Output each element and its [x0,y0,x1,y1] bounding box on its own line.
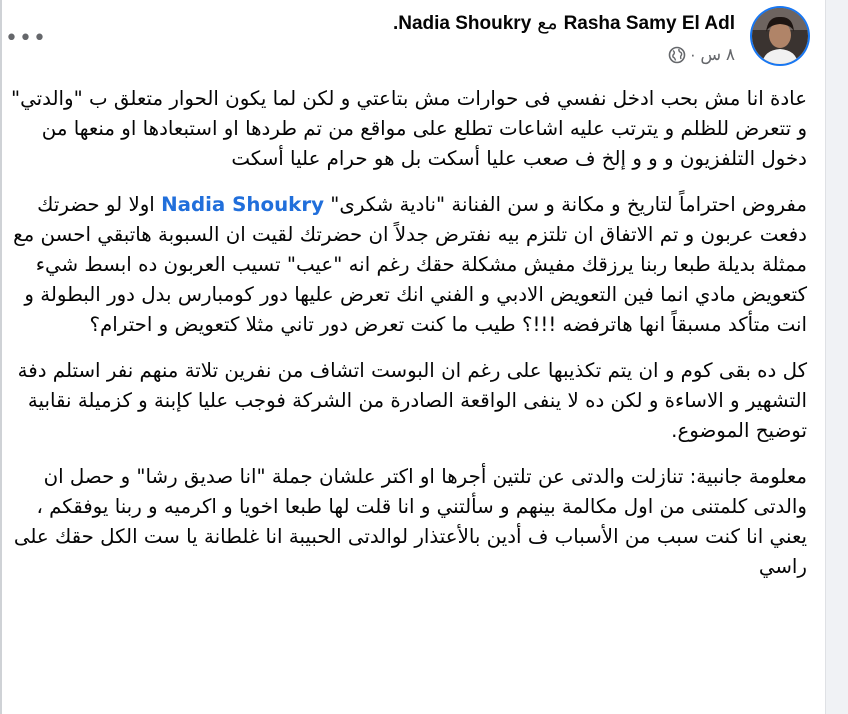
mention-link[interactable]: Nadia Shoukry [161,193,324,216]
paragraph-text: كل ده بقى كوم و ان يتم تكذيبها على رغم ان البوست اتشاف من نفرين تلاتة منهم نفر استلم دفة التشهير و الاساءة و لكن ده لا ينفى الواقعة الصادرة من الشركة فوجب عليا كإبنة و كزميلة نقابية توضيح الموضوع. [17,359,807,442]
scroll-area[interactable] [825,0,848,714]
with-label: مع [537,13,558,34]
post-card [2,0,825,714]
post-meta [668,45,735,65]
tagged-name[interactable]: Nadia Shoukry. [392,13,532,34]
paragraph-2 [7,190,807,340]
paragraph-4 [7,462,807,582]
more-options-button[interactable] [5,20,47,56]
post-body [7,84,807,598]
author-name[interactable]: Rasha Samy El Adl [563,13,735,34]
author-avatar[interactable] [752,8,808,64]
paragraph-1 [7,84,807,174]
more-horizontal-icon: ••• [5,25,47,51]
globe-icon[interactable] [668,46,686,64]
paragraph-text: مفروض احتراماً لتاريخ و مكانة و سن الفنانة "نادية شكرى" [323,193,807,216]
paragraph-text: معلومة جانبية: تنازلت والدتى عن تلتين أجرها او اكتر علشان جملة "انا صديق رشا" و حصل ان والدتى كلمتنى من اول مكالمة بينهم و سألتني و انا قلت لها طبعا اخويا و اكرميه و ربنا يوفقكم ، يعني انا كنت سبب من الأسباب ف أدين بالأعتذار لوالدتى الحبيبة انا غلطانة يا ست الكل حقك على راسي [13,465,807,578]
post-header [393,12,735,35]
paragraph-3 [7,356,807,446]
post-time[interactable]: ٨ س · [690,45,735,64]
paragraph-text: اولا لو حضرتك دفعت عربون و تم الاتفاق ان تلتزم بيه نفترض جدلاً ان حضرتك لقيت ان السبوبة هاتبقي احسن مع ممثلة بديلة طبعا ربنا يرزقك مفيش مشكلة حقك رغم انه "عيب" تسيب العربون ده ابسط شيء كتعويض مادي انما فين التعويض الادبي و الفني انك تعرض عليها دور كومبارس بدل دور البطولة و انت متأكد مسبقاً انها هاترفضه !!!؟ طيب ما كنت تعرض دور تاني مثلا كتعويض و احترام؟ [13,193,807,336]
paragraph-text: عادة انا مش بحب ادخل نفسي فى حوارات مش بتاعتي و لكن لما يكون الحوار متعلق ب "والدتي" و تتعرض للظلم و يترتب عليه اشاعات تطلع على مواقع من تم طردها او استبعادها او منعها من دخول التلفزيون و و و إلخ ف صعب عليا أسكت بل هو حرام عليا أسكت [11,87,807,170]
